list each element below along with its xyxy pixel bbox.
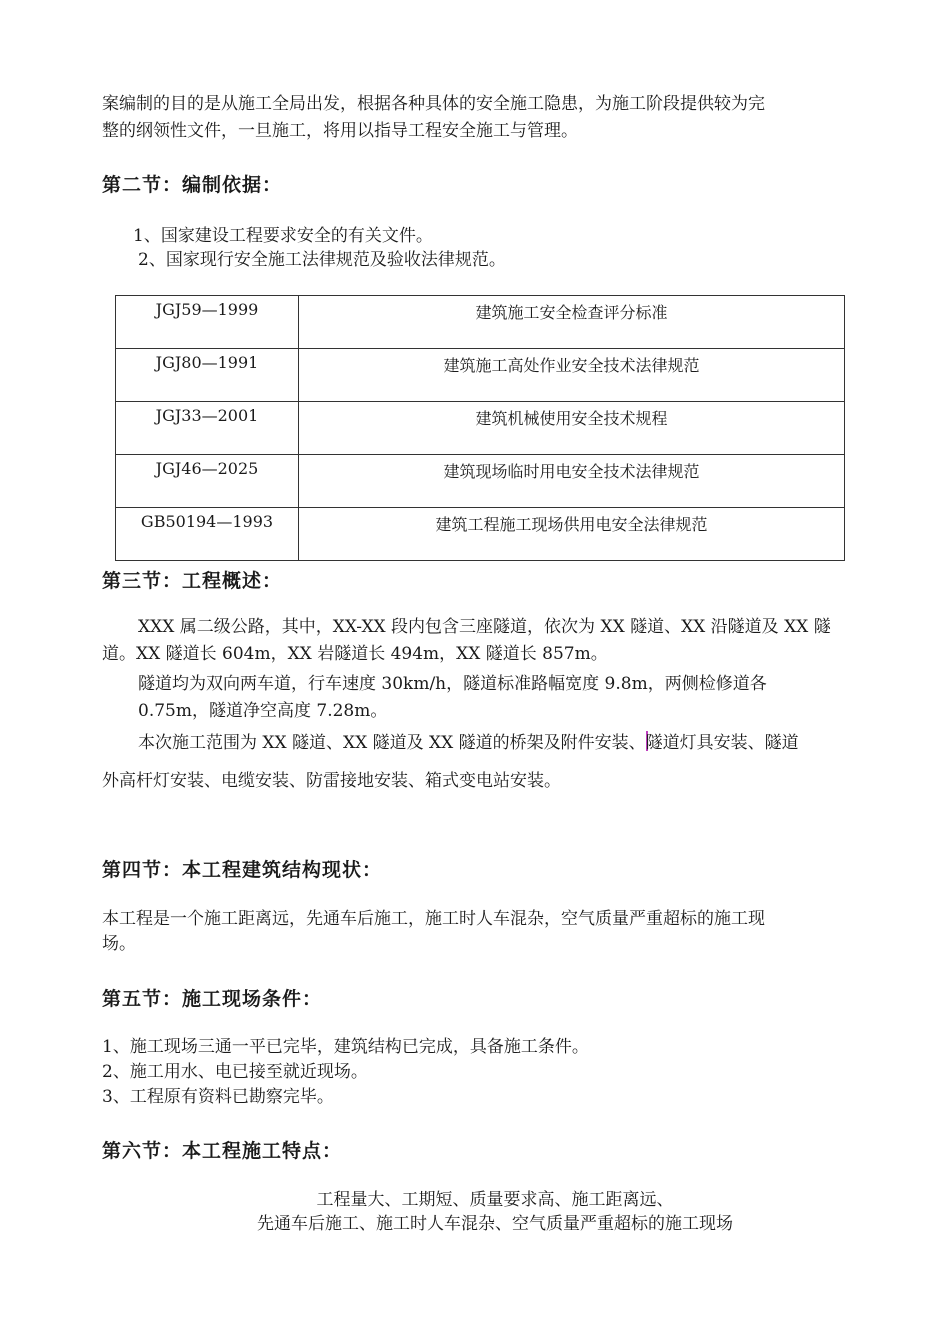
standard-code: JGJ59—1999 bbox=[116, 296, 299, 349]
overview-p1-line-2: 道。XX 隧道长 604m，XX 岩隧道长 494m，XX 隧道长 857m。 bbox=[102, 644, 608, 664]
overview-p3-line-2: 外高杆灯安装、电缆安装、防雷接地安装、箱式变电站安装。 bbox=[102, 771, 561, 791]
standard-code: JGJ46—2025 bbox=[116, 455, 299, 508]
intro-line-1: 案编制的目的是从施工全局出发，根据各种具体的安全施工隐患，为施工阶段提供较为完 bbox=[102, 94, 765, 114]
standard-code: GB50194—1993 bbox=[116, 508, 299, 561]
overview-p2-line-1: 隧道均为双向两车道，行车速度 30km/h，隧道标准路幅宽度 9.8m，两侧检修道各 bbox=[138, 674, 767, 694]
section-6-title: 第六节：本工程施工特点： bbox=[102, 1140, 343, 1162]
structure-line-2: 场。 bbox=[102, 934, 136, 954]
structure-line-1: 本工程是一个施工距离远，先通车后施工，施工时人车混杂，空气质量严重超标的施工现 bbox=[102, 909, 765, 929]
section-3-title: 第三节：工程概述： bbox=[102, 570, 283, 592]
overview-p1-line-1: XXX 属二级公路，其中，XX-XX 段内包含三座隧道，依次为 XX 隧道、XX 沿隧道及 XX 隧 bbox=[138, 617, 831, 637]
table-row bbox=[116, 508, 845, 561]
features-line-2: 先通车后施工、施工时人车混杂、空气质量严重超标的施工现场 bbox=[257, 1214, 733, 1234]
features-line-1: 工程量大、工期短、质量要求高、施工距离远、 bbox=[316, 1190, 674, 1210]
standard-name: 建筑机械使用安全技术规程 bbox=[299, 402, 845, 455]
standard-name: 建筑施工安全检查评分标准 bbox=[299, 296, 845, 349]
table-row bbox=[116, 296, 845, 349]
standard-code: JGJ33—2001 bbox=[116, 402, 299, 455]
table-row bbox=[116, 349, 845, 402]
intro-line-2: 整的纲领性文件，一旦施工，将用以指导工程安全施工与管理。 bbox=[102, 121, 578, 141]
site-condition-3: 3、工程原有资料已勘察完毕。 bbox=[102, 1087, 334, 1107]
section-4-title: 第四节：本工程建筑结构现状： bbox=[102, 859, 383, 881]
standard-code: JGJ80—1991 bbox=[116, 349, 299, 402]
standards-table bbox=[115, 295, 845, 561]
overview-p3-line-1-a: 本次施工范围为 XX 隧道、XX 隧道及 XX 隧道的桥架及附件安装、 bbox=[138, 733, 646, 753]
site-condition-1: 1、施工现场三通一平已完毕，建筑结构已完成，具备施工条件。 bbox=[102, 1037, 589, 1057]
site-condition-2: 2、施工用水、电已接至就近现场。 bbox=[102, 1062, 368, 1082]
section-2-title: 第二节：编制依据： bbox=[102, 174, 283, 196]
standard-name: 建筑工程施工现场供用电安全法律规范 bbox=[299, 508, 845, 561]
section-2-item-1: 1、国家建设工程要求安全的有关文件。 bbox=[133, 226, 433, 246]
table-row bbox=[116, 402, 845, 455]
section-2-item-2: 2、国家现行安全施工法律规范及验收法律规范。 bbox=[138, 250, 506, 270]
standard-name: 建筑施工高处作业安全技术法律规范 bbox=[299, 349, 845, 402]
section-5-title: 第五节：施工现场条件： bbox=[102, 988, 323, 1010]
overview-p2-line-2: 0.75m，隧道净空高度 7.28m。 bbox=[138, 701, 388, 721]
overview-p3-line-1 bbox=[138, 729, 799, 757]
table-row bbox=[116, 455, 845, 508]
standard-name: 建筑现场临时用电安全技术法律规范 bbox=[299, 455, 845, 508]
overview-p3-line-1-b: 隧道灯具安装、隧道 bbox=[645, 733, 799, 753]
